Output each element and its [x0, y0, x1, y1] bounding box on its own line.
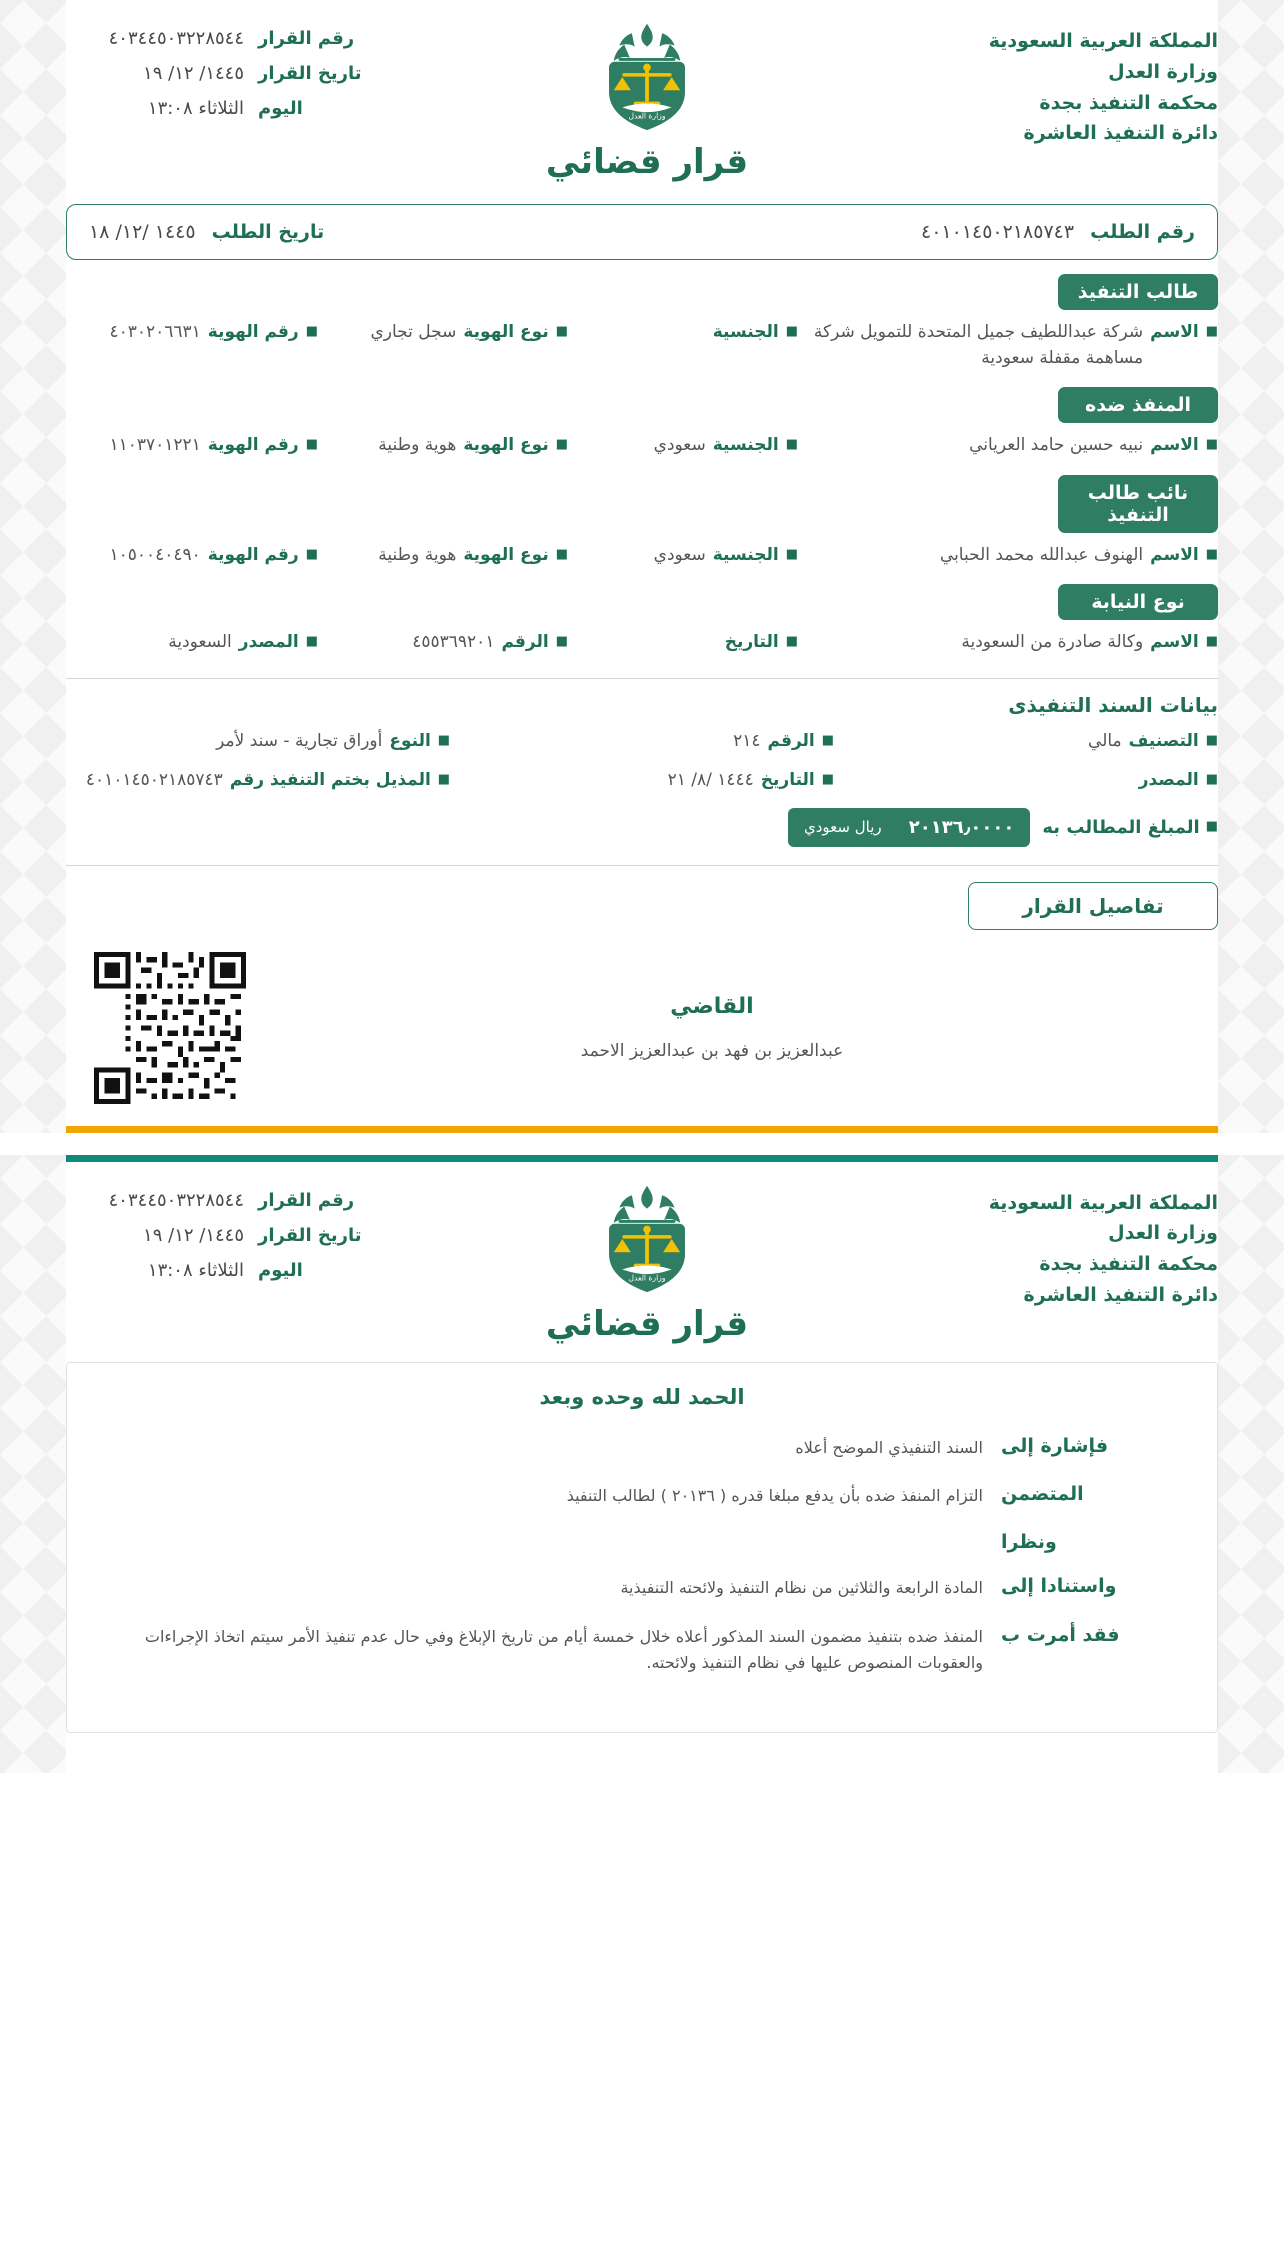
bullet-icon: ■ [821, 732, 835, 748]
debtor-name-value: نبيه حسين حامد العرياني [969, 435, 1144, 455]
page-title: قرار قضائي [545, 142, 749, 182]
document-page-2 [0, 1155, 1284, 1774]
bond-classification-field [834, 729, 1218, 755]
organization-block-2 [928, 1180, 1218, 1311]
bond-source-field [834, 768, 1218, 794]
request-summary-bar [66, 204, 1218, 260]
org-line-ministry: وزارة العدل [1108, 60, 1218, 83]
decision-meta [66, 18, 366, 133]
proxy-date-field [568, 630, 798, 656]
qr-code-icon [94, 952, 246, 1104]
proxy-name-value: وكالة صادرة من السعودية [961, 632, 1144, 652]
bullet-icon: ■ [1205, 546, 1218, 562]
debtor-nationality-field [568, 433, 798, 459]
decision-meta-2 [66, 1180, 366, 1295]
bullet-icon: ■ [1205, 437, 1218, 452]
bond-type-label: النوع [389, 730, 431, 751]
creditor-idno-label: رقم الهوية [207, 322, 299, 342]
agent-name-field [798, 543, 1218, 569]
clause-basis [93, 1575, 1191, 1601]
bond-classification-label: التصنيف [1128, 730, 1199, 751]
basmala-line: الحمد لله وحده وبعد [539, 1384, 745, 1409]
bond-row-1 [66, 729, 1218, 755]
request-number-label: رقم الطلب [1090, 221, 1195, 243]
bullet-icon: ■ [305, 546, 318, 562]
clause-order [93, 1624, 1191, 1677]
clause-reference-text: السند التنفيذي الموضح أعلاه [795, 1437, 983, 1457]
bond-section-title: بيانات السند التنفيذى [1008, 692, 1218, 717]
document-header-2 [66, 1162, 1218, 1350]
meta-row-day [66, 98, 366, 119]
bullet-icon: ■ [555, 437, 568, 452]
bullet-icon: ■ [437, 732, 451, 748]
decision-date-value: ١٤٤٥/ ١٢/ ١٩ [143, 1224, 244, 1246]
request-number-value: ٤٠١٠١٤٥٠٢١٨٥٧٤٣ [921, 221, 1075, 243]
bond-classification-cell [834, 729, 1218, 755]
creditor-idno-field [66, 320, 318, 346]
bond-number-cell [450, 729, 834, 755]
bond-number-value: ٢١٤ [733, 730, 761, 751]
request-date-label: تاريخ الطلب [211, 221, 325, 243]
ministry-emblem-icon [589, 1182, 705, 1294]
bond-classification-value: مالي [1088, 730, 1122, 751]
bond-type-value: أوراق تجارية - سند لأمر [216, 730, 383, 751]
agent-idtype-field [318, 543, 568, 569]
claim-amount-currency: ريال سعودي [804, 818, 882, 836]
decision-details-button[interactable]: تفاصيل القرار [968, 882, 1218, 930]
bullet-icon: ■ [1205, 634, 1218, 649]
section-pill-agent: نائب طالب التنفيذ [1058, 475, 1218, 533]
agent-name-label: الاسم [1150, 544, 1199, 565]
clause-content-label: المتضمن [1001, 1482, 1084, 1505]
decision-details-section [66, 865, 1218, 1112]
bond-date-field [450, 768, 834, 794]
proxy-source-label: المصدر [238, 632, 299, 652]
debtor-idno-field [66, 433, 318, 459]
organization-block [928, 18, 1218, 149]
meta-row-day [66, 1260, 366, 1281]
bullet-icon: ■ [1205, 324, 1218, 339]
org-line-kingdom: المملكة العربية السعودية [988, 30, 1218, 52]
proxy-number-field [318, 630, 568, 656]
svg-text:وزارة العدل: وزارة العدل [628, 1273, 666, 1283]
decision-number-label: رقم القرار [258, 28, 355, 49]
meta-row-decision-date [66, 63, 366, 84]
claim-amount-bar [788, 808, 1218, 847]
decision-date-value: ١٤٤٥/ ١٢/ ١٩ [143, 63, 244, 84]
emblem-and-title [366, 18, 928, 182]
proxy-source-value: السعودية [168, 632, 232, 652]
creditor-idtype-value: سجل تجاري [370, 322, 457, 342]
party-row-agent [66, 543, 1218, 575]
debtor-idno-label: رقم الهوية [207, 435, 299, 455]
bond-date-cell [450, 768, 834, 794]
bullet-icon: ■ [1205, 732, 1218, 748]
decision-number-value: ٤٠٣٤٤٥٠٣٢٢٨٥٤٤ [108, 1189, 244, 1211]
claim-amount-label: المبلغ المطالب به [1042, 816, 1200, 838]
creditor-nationality-field [568, 320, 798, 346]
request-number-group [921, 221, 1195, 243]
bullet-icon: ■ [1205, 819, 1218, 835]
document-header [66, 0, 1218, 188]
clause-whereas [93, 1531, 1191, 1553]
debtor-idtype-field [318, 433, 568, 459]
debtor-name-field [798, 433, 1218, 459]
bullet-icon: ■ [305, 634, 318, 649]
svg-text:وزارة العدل: وزارة العدل [628, 111, 666, 121]
org-line-circuit: دائرة التنفيذ العاشرة [1023, 1283, 1218, 1306]
bullet-icon: ■ [437, 772, 451, 787]
agent-idtype-value: هوية وطنية [378, 544, 457, 565]
bond-type-field [66, 729, 450, 755]
proxy-number-value: ٤٥٥٣٦٩٢٠١ [412, 632, 495, 652]
request-date-group [89, 221, 324, 243]
agent-nationality-label: الجنسية [712, 544, 779, 565]
day-label: اليوم [258, 1259, 303, 1281]
page-title-2: قرار قضائي [545, 1303, 749, 1344]
clause-reference-label: فإشارة إلى [1001, 1434, 1109, 1457]
bullet-icon: ■ [555, 634, 568, 649]
judge-name: عبدالعزيز بن فهد بن عبدالعزيز الاحمد [580, 1041, 844, 1061]
debtor-idtype-value: هوية وطنية [378, 435, 457, 455]
bullet-icon: ■ [555, 324, 568, 339]
bullet-icon: ■ [555, 546, 568, 562]
bullet-icon: ■ [785, 546, 798, 562]
bond-date-value: ١٤٤٤ /٨/ ٢١ [667, 770, 754, 790]
creditor-idtype-label: نوع الهوية [463, 322, 549, 342]
debtor-idtype-label: نوع الهوية [463, 435, 549, 455]
executive-bond-section [66, 678, 1218, 847]
clause-whereas-label: ونظرا [1001, 1531, 1057, 1554]
creditor-nationality-label: الجنسية [712, 322, 779, 342]
page2-top-rule [0, 1155, 1284, 1162]
claim-amount-value: ٢٠١٣٦٫٠٠٠٠ [908, 816, 1015, 838]
bond-number-field [450, 729, 834, 755]
agent-idno-value: ١٠٥٠٠٤٠٤٩٠ [109, 544, 201, 565]
clause-reference [93, 1435, 1191, 1461]
section-pill-proxy: نوع النيابة [1058, 584, 1218, 620]
page1-bottom-rule [0, 1126, 1284, 1133]
day-value: الثلاثاء ١٣:٠٨ [147, 1259, 244, 1281]
bullet-icon: ■ [821, 772, 835, 787]
decision-number-value: ٤٠٣٤٤٥٠٣٢٢٨٥٤٤ [108, 28, 244, 49]
signature-area [66, 930, 1218, 1112]
agent-idtype-label: نوع الهوية [463, 544, 549, 565]
agent-name-value: الهنوف عبدالله محمد الحبابي [939, 544, 1144, 565]
debtor-name-label: الاسم [1150, 435, 1199, 455]
meta-row-decision-number [66, 28, 366, 49]
clause-basis-text: المادة الرابعة والثلاثين من نظام التنفيذ ولائحته التنفيذية [620, 1578, 983, 1598]
bond-number-label: الرقم [767, 730, 815, 751]
bullet-icon: ■ [305, 437, 318, 452]
page-separator [0, 1133, 1284, 1155]
bullet-icon: ■ [785, 324, 798, 339]
decision-text-body [66, 1362, 1218, 1734]
org-line-court: محكمة التنفيذ بجدة [1039, 1253, 1218, 1276]
bond-stamp-value: ٤٠١٠١٤٥٠٢١٨٥٧٤٣ [85, 770, 223, 790]
party-row-proxy [66, 630, 1218, 662]
creditor-idtype-field [318, 320, 568, 346]
agent-nationality-field [568, 543, 798, 569]
debtor-nationality-label: الجنسية [712, 435, 779, 455]
emblem-and-title-2 [366, 1180, 928, 1344]
ministry-emblem-icon [589, 20, 705, 132]
day-label: اليوم [258, 98, 303, 119]
creditor-name-value: شركة عبداللطيف جميل المتحدة للتمويل شركة مساهمة مقفلة سعودية [813, 322, 1144, 368]
day-value: الثلاثاء ١٣:٠٨ [147, 98, 244, 119]
debtor-idno-value: ١١٠٣٧٠١٢٢١ [109, 435, 201, 455]
meta-row-decision-number [66, 1190, 366, 1211]
proxy-name-field [798, 630, 1218, 656]
agent-nationality-value: سعودي [653, 544, 706, 565]
debtor-nationality-value: سعودي [653, 435, 706, 455]
creditor-name-label: الاسم [1150, 322, 1199, 342]
section-pill-creditor: طالب التنفيذ [1058, 274, 1218, 310]
meta-row-decision-date [66, 1225, 366, 1246]
proxy-date-label: التاريخ [724, 632, 779, 652]
org-line-court: محكمة التنفيذ بجدة [1039, 91, 1218, 114]
bond-stamp-field [66, 768, 450, 794]
judge-block [246, 994, 1218, 1061]
bullet-icon: ■ [1205, 772, 1218, 787]
clause-order-label: فقد أمرت ب [1001, 1623, 1120, 1646]
creditor-name-field [798, 320, 1218, 371]
clause-order-text: المنفذ ضده بتنفيذ مضمون السند المذكور أعلاه خلال خمسة أيام من تاريخ الإبلاغ وفي حال عدم تنفيذ الأمر سيتم اتخاذ الإجراءات والعقوبات المنصوص عليها في نظام التنفيذ ولائحته. [144, 1626, 983, 1673]
decision-date-label: تاريخ القرار [258, 63, 362, 84]
agent-idno-label: رقم الهوية [207, 544, 299, 565]
clause-content [93, 1483, 1191, 1509]
bullet-icon: ■ [305, 324, 318, 339]
agent-idno-field [66, 543, 318, 569]
judge-title: القاضي [670, 994, 754, 1019]
decision-date-label: تاريخ القرار [258, 1224, 362, 1246]
bond-stamp-cell [66, 768, 450, 794]
clause-content-text: التزام المنفذ ضده بأن يدفع مبلغا قدره ( ٢٠١٣٦ ) لطالب التنفيذ [566, 1485, 983, 1505]
claim-amount-label-wrap [1030, 808, 1218, 847]
org-line-ministry: وزارة العدل [1108, 1222, 1218, 1245]
party-row-creditor [66, 320, 1218, 377]
proxy-number-label: الرقم [501, 632, 549, 652]
org-line-kingdom: المملكة العربية السعودية [988, 1191, 1218, 1214]
bond-stamp-label: المذيل بختم التنفيذ رقم [229, 770, 431, 790]
decision-number-label: رقم القرار [258, 1189, 355, 1211]
creditor-idno-value: ٤٠٣٠٢٠٦٦٣١ [109, 322, 201, 342]
bullet-icon: ■ [785, 437, 798, 452]
proxy-source-field [66, 630, 318, 656]
bond-source-label: المصدر [1138, 770, 1199, 790]
bond-type-cell [66, 729, 450, 755]
request-date-value: ١٤٤٥ /١٢/ ١٨ [89, 221, 196, 243]
bond-source-cell [834, 768, 1218, 794]
bond-date-label: التاريخ [760, 770, 815, 790]
bullet-icon: ■ [785, 634, 798, 649]
claim-amount-box [788, 808, 1030, 847]
section-pill-debtor: المنفذ ضده [1058, 387, 1218, 423]
clause-basis-label: واستنادا إلى [1001, 1575, 1117, 1598]
org-line-circuit: دائرة التنفيذ العاشرة [1023, 122, 1218, 145]
proxy-name-label: الاسم [1150, 632, 1199, 652]
bond-row-2 [66, 768, 1218, 794]
party-row-debtor [66, 433, 1218, 465]
